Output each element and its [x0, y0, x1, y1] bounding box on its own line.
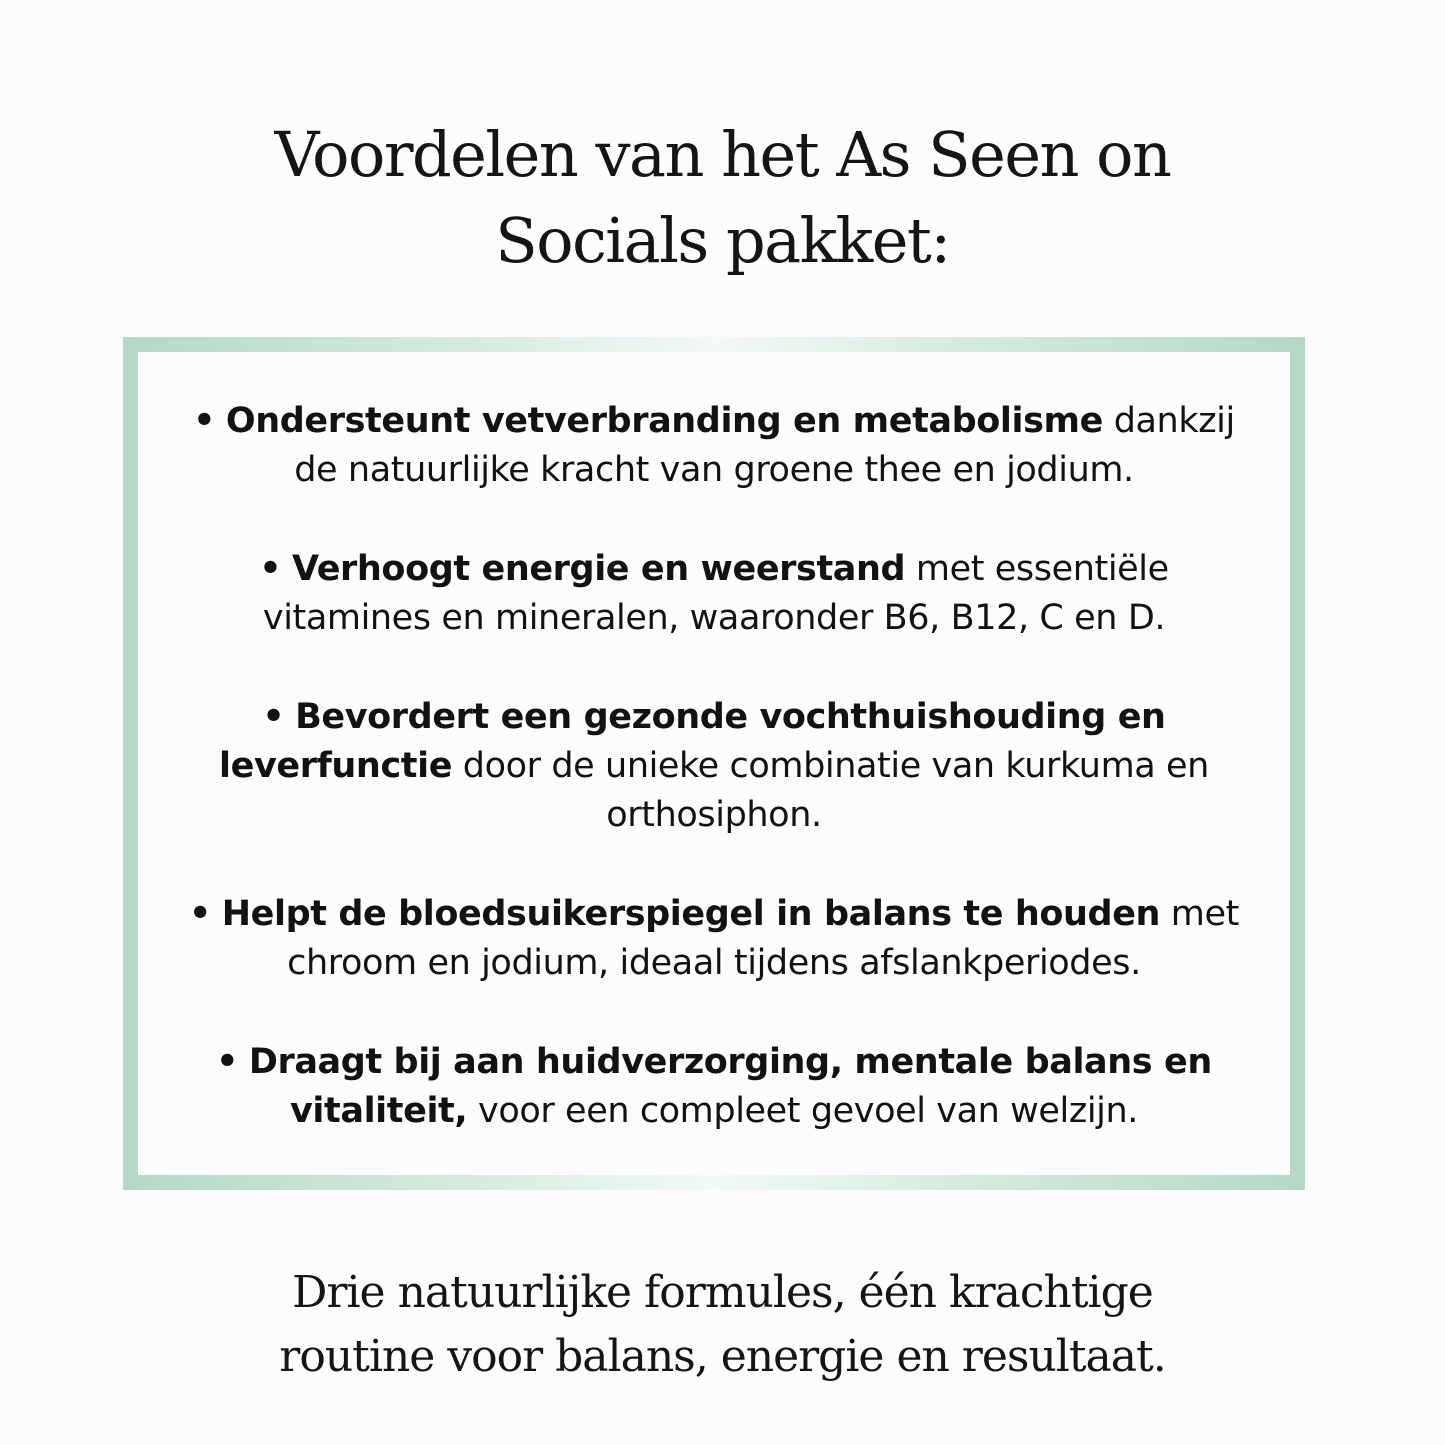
benefits-frame	[123, 337, 1305, 1190]
page-title	[0, 112, 1445, 284]
benefit-highlight: Bevordert een gezonde vochthuishouding en leverfunctie	[219, 697, 1166, 786]
benefit-highlight: Ondersteunt vetverbranding en metabolisme	[225, 401, 1103, 441]
benefit-highlight: Helpt de bloedsuikerspiegel in balans te houden	[221, 894, 1161, 934]
benefit-bullet: •	[193, 401, 216, 441]
benefit-description: voor een compleet gevoel van welzijn.	[478, 1091, 1138, 1131]
benefit-bullet: •	[189, 894, 212, 934]
benefit-description: met chroom en jodium, ideaal tijdens afslankperiodes.	[287, 894, 1239, 983]
benefit-description: dankzij de natuurlijke kracht van groene thee en jodium.	[294, 401, 1235, 490]
footer-tagline	[0, 1261, 1445, 1389]
benefit-item-4	[174, 890, 1254, 988]
benefit-description: met essentiële vitamines en mineralen, waaronder B6, B12, C en D.	[262, 549, 1169, 638]
benefit-bullet: •	[259, 549, 282, 589]
benefit-item-5	[174, 1038, 1254, 1136]
benefit-bullet: •	[262, 697, 285, 737]
title-line-2: Socials pakket:	[495, 204, 950, 277]
footer-line-1: Drie natuurlijke formules, één krachtige	[292, 1267, 1153, 1318]
benefit-item-1	[174, 397, 1254, 495]
benefit-highlight: Draagt bij aan huidverzorging, mentale balans en vitaliteit,	[248, 1042, 1212, 1131]
benefit-highlight: Verhoogt energie en weerstand	[291, 549, 906, 589]
title-line-1: Voordelen van het As Seen on	[274, 118, 1171, 191]
footer-line-2: routine voor balans, energie en resultaat.	[279, 1331, 1166, 1382]
benefit-item-3	[174, 693, 1254, 840]
benefits-panel	[138, 352, 1290, 1175]
benefit-item-2	[174, 545, 1254, 643]
benefit-bullet: •	[216, 1042, 239, 1082]
benefit-description: door de unieke combinatie van kurkuma en orthosiphon.	[462, 746, 1209, 835]
